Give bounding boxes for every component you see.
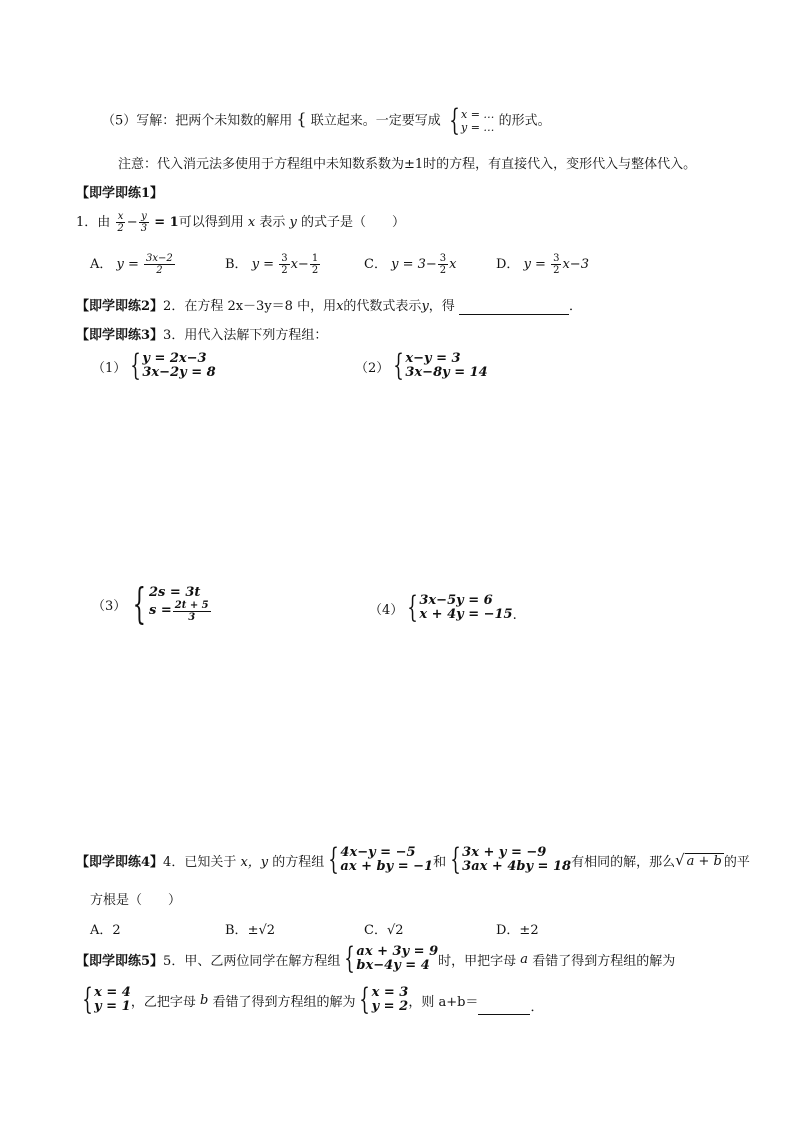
ex3-system-1: （1） { y = 2x−3 3x−2y = 8 xyxy=(92,348,216,383)
note-text: 注意：代入消元法多使用于方程组中未知数系数为±1时的方程，有直接代入，变形代入与整体代入。 xyxy=(118,157,697,172)
ex2-line: 【即学即练2】2．在方程 2x－3y＝8 中，用x的代数式表示y，得 ． xyxy=(76,299,582,314)
fraction: $\frac{y}{3}$ xyxy=(140,211,148,234)
ex3-system-3: （3） { 2s = 3t s = $\frac{2t + 5}{3}$ xyxy=(92,579,209,628)
fraction: $\frac{x}{2}$ xyxy=(117,211,124,234)
ex1-option-d[interactable]: D． y = $\frac{3}{2}$ x−3 xyxy=(496,253,589,276)
brace-symbol: { xyxy=(296,109,307,129)
step5-line: （5）写解：把两个未知数的解用 { 联立起来。一定要写成 { x = … y = … 的形式。 xyxy=(102,103,551,138)
ex4-line: 【即学即练4】 4．已知关于 x，y 的方程组 { 4x−y = −5 ax + by = −1 和 { 3x + y = −9 3ax + 4by = 18 有相同的解，那么 √ a + b 的平 xyxy=(76,842,750,877)
ex3-line: 【即学即练3】3．用代入法解下列方程组： xyxy=(76,328,328,343)
ex3-system-2: （2） { x−y = 3 3x−8y = 14 xyxy=(355,348,488,383)
solution-form-system: { x = … y = … xyxy=(449,103,495,138)
ex4-line2: 方根是（ ） xyxy=(90,893,182,908)
ex1-option-a[interactable]: A． y = $\frac{3x-2}{2}$ xyxy=(90,253,173,276)
ex4-option-c[interactable]: C．√2 xyxy=(364,923,404,938)
ex1-option-c[interactable]: C． y = 3− $\frac{3}{2}$ x xyxy=(364,253,457,276)
ex5-line: 【即学即练5】 5．甲、乙两位同学在解方程组 { ax + 3y = 9 bx−4y = 4 时，甲把字母 a 看错了得到方程组的解为 xyxy=(76,941,676,976)
ex4-option-b[interactable]: B．±√2 xyxy=(225,923,276,938)
ex5-line2: { x = 4 y = 1 ，乙把字母 b 看错了得到方程组的解为 { x = 3 y = 2 ，则 a+b＝ ． xyxy=(82,982,544,1017)
ex1-question: 1．由 $\frac{x}{2}$ − $\frac{y}{3}$ = 1可以得到用 x 表示 y 的式子是（ ） xyxy=(76,211,405,234)
ex4-option-a[interactable]: A．2 xyxy=(90,923,121,938)
ex1-option-b[interactable]: B． y = $\frac{3}{2}$ x− $\frac{1}{2}$ xyxy=(225,253,319,276)
ex4-option-d[interactable]: D．±2 xyxy=(496,923,539,938)
answer-blank[interactable] xyxy=(478,999,530,1015)
ex3-system-4: （4） { 3x−5y = 6 x + 4y = −15 . xyxy=(369,590,517,625)
answer-blank[interactable] xyxy=(459,299,569,315)
ex1-header: 【即学即练1】 xyxy=(76,186,164,201)
sqrt-expression: √ a + b xyxy=(675,851,722,869)
